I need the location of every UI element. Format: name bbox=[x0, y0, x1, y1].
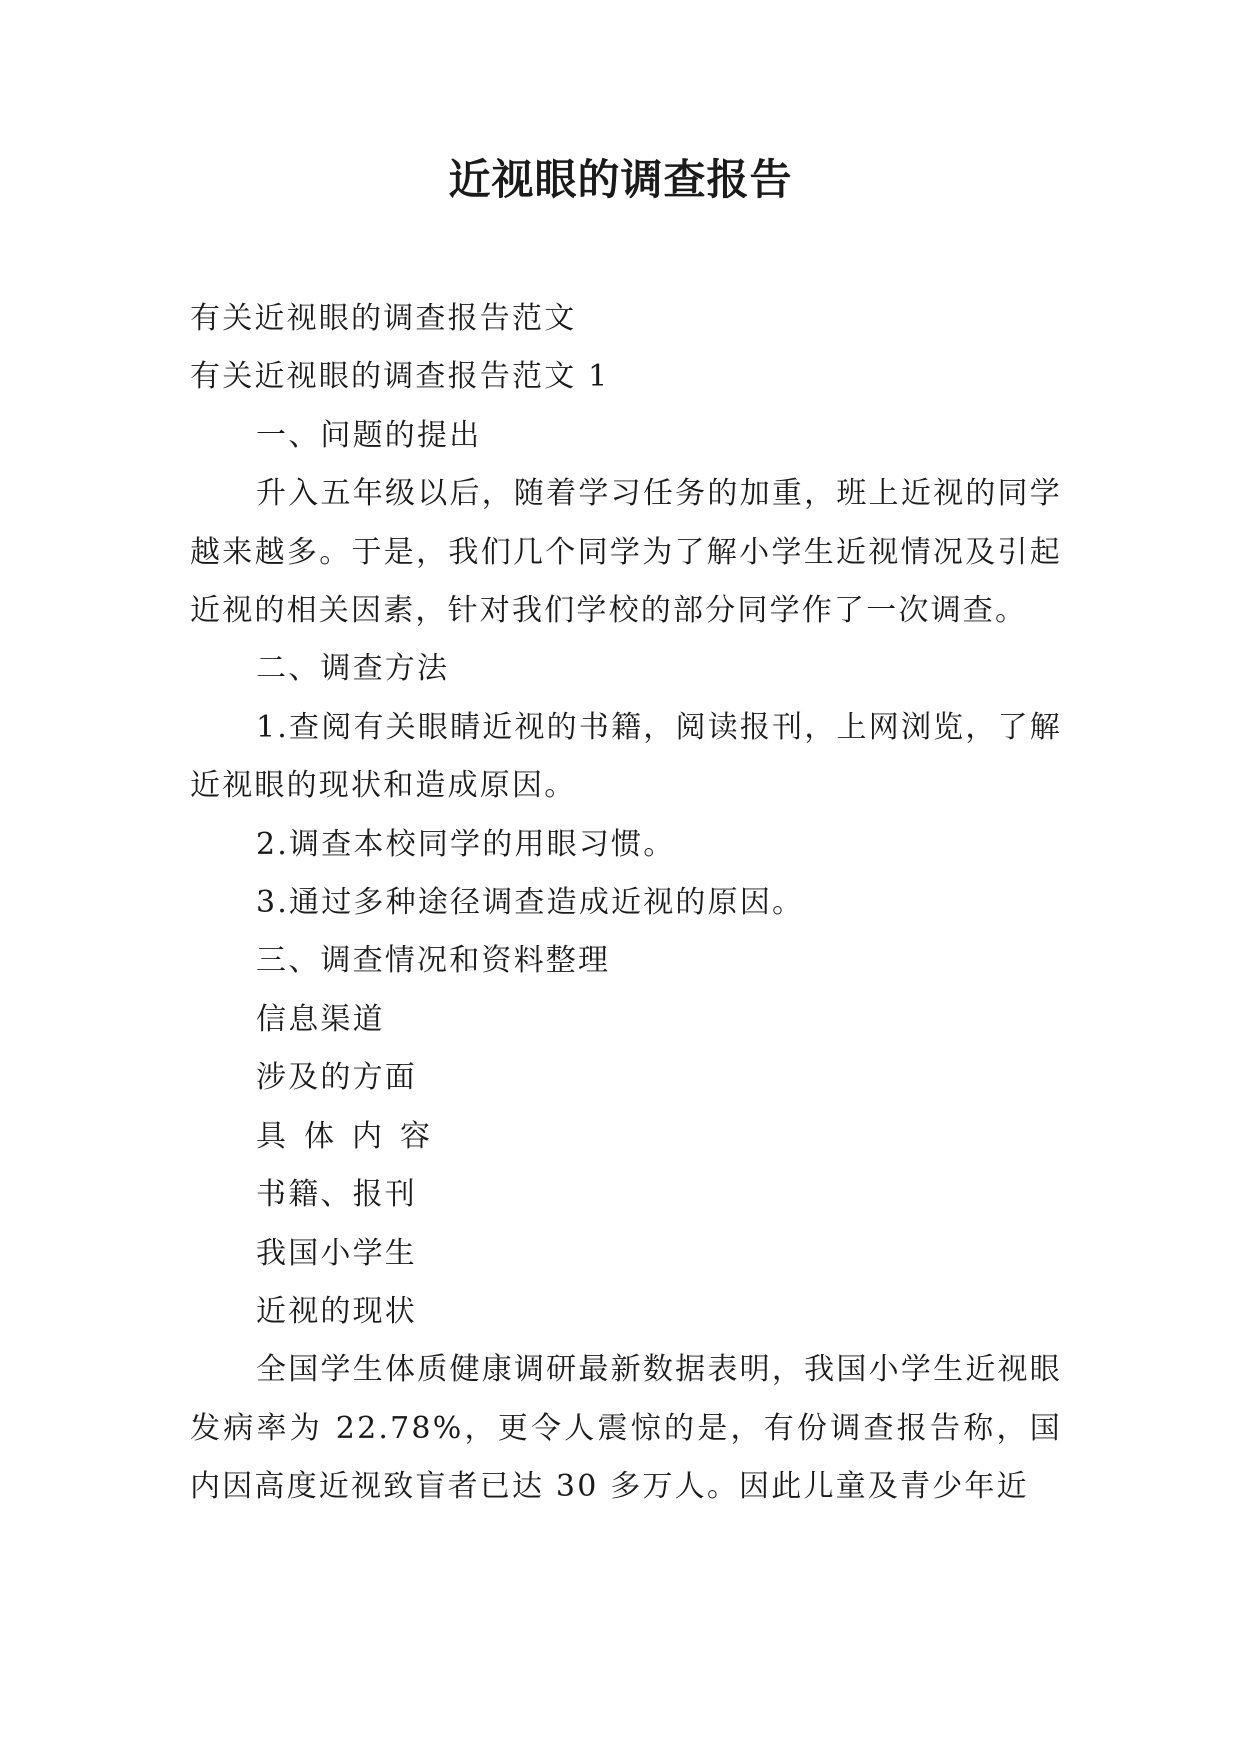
list-item: 1.查阅有关眼睛近视的书籍，阅读报刊，上网浏览，了解近视眼的现状和造成原因。 bbox=[190, 709, 1062, 804]
table-cell-text: 书籍、报刊 bbox=[256, 1177, 417, 1213]
table-cell-text: 我国小学生 bbox=[256, 1235, 417, 1271]
table-cell-text: 具体内容 bbox=[256, 1118, 448, 1154]
table-cell-text: 信息渠道 bbox=[256, 1001, 385, 1037]
table-cell-text: 涉及的方面 bbox=[256, 1060, 417, 1096]
paragraph: 全国学生体质健康调研最新数据表明，我国小学生近视眼发病率为 22.78%，更令人震惊的是，有份调查报告称，国内因高度近视致盲者已达 30 多万人。因此儿童及青少年近 bbox=[190, 1352, 1062, 1505]
document-title: 近视眼的调查报告 bbox=[448, 155, 793, 204]
paragraph: 升入五年级以后，随着学习任务的加重，班上近视的同学越来越多。于是，我们几个同学为了解小学生近视情况及引起近视的相关因素，针对我们学校的部分同学作了一次调查。 bbox=[190, 476, 1062, 629]
table-cell-text: 近视的现状 bbox=[256, 1293, 417, 1329]
document-body bbox=[190, 290, 1062, 1517]
list-item: 3.通过多种途径调查造成近视的原因。 bbox=[256, 885, 805, 921]
paragraph: 有关近视眼的调查报告范文 bbox=[190, 301, 577, 336]
section-heading: 三、调查情况和资料整理 bbox=[256, 943, 611, 979]
paragraph: 有关近视眼的调查报告范文 1 bbox=[190, 359, 610, 395]
section-heading: 二、调查方法 bbox=[256, 651, 450, 687]
section-heading: 一、问题的提出 bbox=[256, 417, 482, 453]
list-item: 2.调查本校同学的用眼习惯。 bbox=[256, 826, 676, 862]
